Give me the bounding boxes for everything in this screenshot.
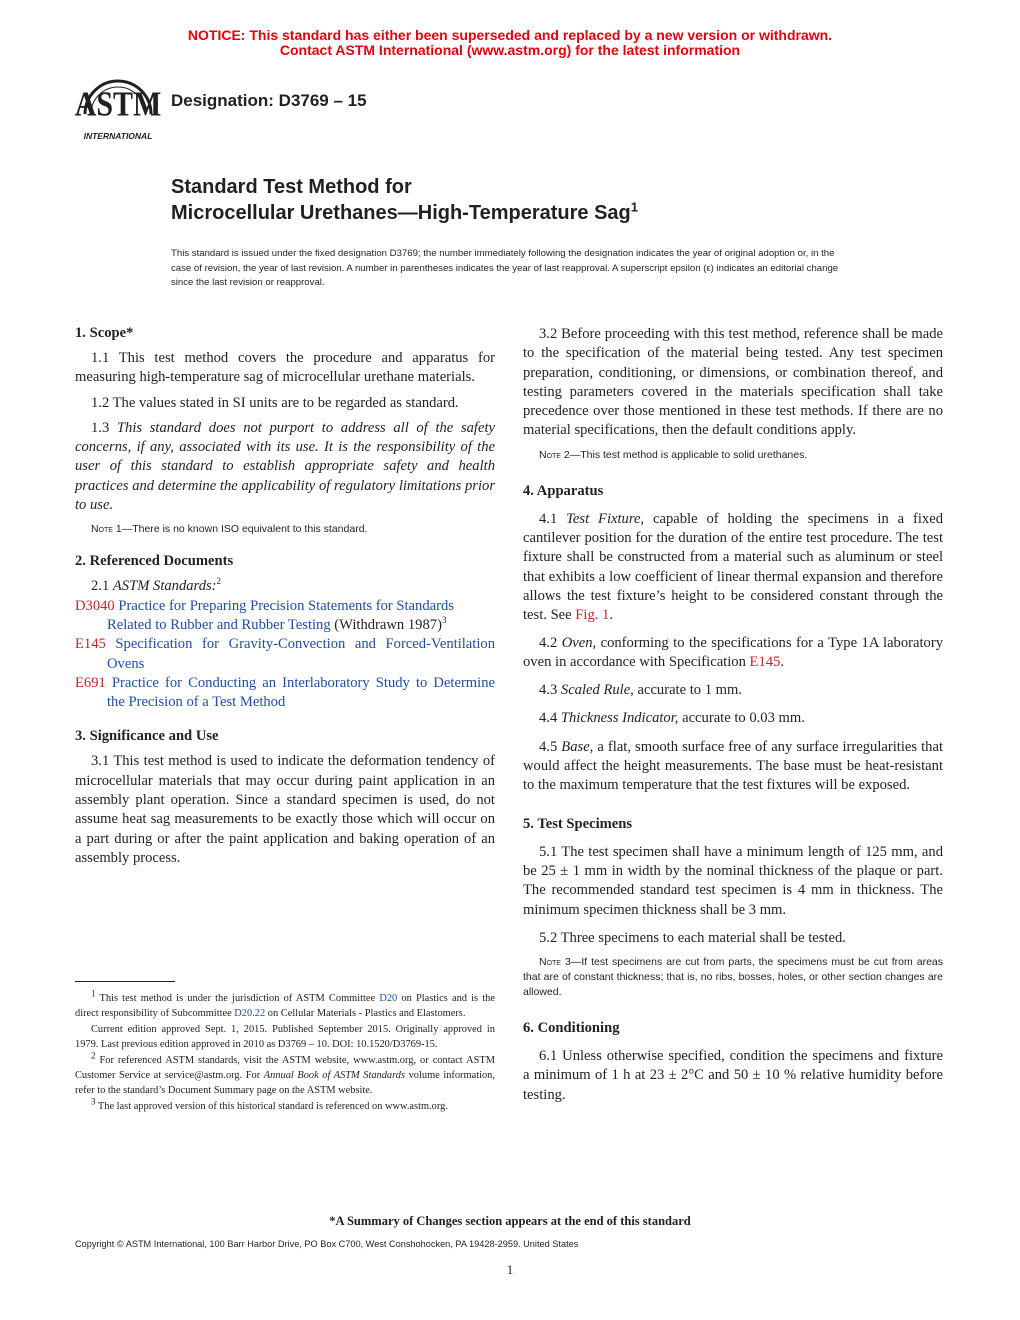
- footnote-2-marker: 2: [91, 1050, 96, 1061]
- section-4-heading: 4. Apparatus: [523, 482, 604, 499]
- page-number: 1: [506, 1262, 514, 1277]
- footnote-2-text-a: For referenced ASTM standards, visit the ASTM website, www.astm.org, or contact ASTM Customer Service at service@astm.org. For: [75, 1055, 495, 1081]
- footnote-rule: [75, 981, 175, 982]
- section-1-heading: 1. Scope*: [75, 325, 134, 341]
- para-2-1-text: ASTM Standards:: [112, 578, 217, 595]
- para-4-1-end: .: [609, 607, 614, 624]
- note-1-text: —There is no known ISO equivalent to this standard.: [121, 523, 368, 536]
- para-4-2-text: conforming to the specifications for a Type 1A laboratory oven in accordance with Specification: [523, 634, 943, 670]
- note-1-label: Note 1: [91, 523, 122, 536]
- note-1: [75, 522, 495, 537]
- para-4-3-text: accurate to 1 mm.: [633, 682, 743, 699]
- footnote-1-text-b: on Plastics and is the direct responsibility of Subcommittee: [75, 993, 495, 1019]
- footnote-3-text: The last approved version of this historical standard is referenced on www.astm.org.: [95, 1101, 448, 1112]
- footnote-2: [75, 1050, 495, 1098]
- left-column: [75, 325, 495, 868]
- para-1-1: 1.1 This test method covers the procedure and apparatus for measuring high-temperature sag of microcellular urethane materials.: [75, 350, 495, 386]
- para-4-5-term: Base,: [561, 738, 594, 755]
- reference-e691-title[interactable]: Practice for Conducting an Interlaboratory Study to Determine the Precision of a Test Method: [105, 674, 495, 711]
- footnote-1-text-c: on Cellular Materials - Plastics and Elastomers.: [265, 1008, 466, 1019]
- footnote-1: [75, 988, 495, 1021]
- para-1-3-text: This standard does not purport to address all of the safety concerns, if any, associated with its use. It is the responsibility of the user of this standard to establish appropriate safety and health practices and determine the applicability of regulatory limitations prior to use.: [75, 419, 495, 514]
- reference-d3040-sup: 3: [441, 615, 447, 626]
- astm-logo: [75, 72, 161, 142]
- note-2-label: Note 2: [539, 448, 570, 461]
- title-footnote-marker: 1: [630, 199, 638, 215]
- section-3-heading: 3. Significance and Use: [75, 728, 219, 745]
- section-2-heading: 2. Referenced Documents: [75, 553, 234, 570]
- title-main: Microcellular Urethanes—High-Temperature Sag: [171, 202, 631, 224]
- para-4-2-end: .: [780, 653, 784, 670]
- e145-link[interactable]: E145: [749, 653, 781, 670]
- para-1-3-num: 1.3: [91, 419, 117, 436]
- notice-line-1: NOTICE: This standard has either been superseded and replaced by a new version or withdrawn.: [187, 27, 833, 43]
- para-4-1-num: 4.1: [539, 510, 567, 527]
- para-4-4-term: Thickness Indicator,: [560, 710, 679, 727]
- footnote-1-link-d20-22[interactable]: D20.22: [234, 1008, 266, 1019]
- para-4-3: [523, 681, 943, 700]
- para-4-4-text: accurate to 0.03 mm.: [678, 710, 805, 727]
- footnote-1-marker: 1: [91, 988, 96, 999]
- reference-e145-title[interactable]: Specification for Gravity-Convection and Forced-Ventilation Ovens: [105, 636, 495, 672]
- svg-text:INTERNATIONAL: INTERNATIONAL: [83, 131, 153, 141]
- para-3-1: 3.1 This test method is used to indicate the deformation tendency of microcellular materials that may occur during paint application in an assembly plant operation. Since a standard specimen is used, do not assume heat sag measurements to be exactly those which will occur on a part during or after the paint application and baking operation of an assembly process.: [75, 753, 495, 866]
- para-1-2: 1.2 The values stated in SI units are to be regarded as standard.: [91, 394, 459, 411]
- reference-d3040-title[interactable]: Practice for Preparing Precision Statements for Standards Related to Rubber and Rubber Testing: [107, 597, 454, 633]
- para-2-1: [75, 577, 495, 596]
- section-6-heading: 6. Conditioning: [523, 1020, 620, 1037]
- title-line-1: Standard Test Method for: [171, 176, 412, 198]
- para-4-4-num: 4.4: [539, 710, 561, 727]
- para-5-1: 5.1 The test specimen shall have a minimum length of 125 mm, and be 25 ± 1 mm in width by the nominal thickness of the plaque or part. The recommended standard test specimen is 4 mm in thickness. The minimum specimen thickness shall be 3 mm.: [523, 843, 943, 918]
- footnotes: [75, 988, 495, 1114]
- footnote-2-text-b: volume information, refer to the standard’s Document Summary page on the ASTM website.: [75, 1070, 495, 1096]
- section-5-heading: 5. Test Specimens: [523, 815, 633, 832]
- title-line-2: [171, 200, 638, 226]
- para-4-5-num: 4.5: [539, 738, 562, 755]
- para-4-2-term: Oven,: [561, 634, 597, 651]
- intro-statement: This standard is issued under the fixed designation D3769; the number immediately following the designation indicates the year of original adoption or, in the case of revision, the year of last revision. A number in parentheses indicates the year of last reapproval. A superscript epsilon (ε) indicates an editorial change since the last revision or reapproval.: [171, 248, 839, 288]
- reference-d3040-code[interactable]: D3040: [75, 597, 115, 614]
- note-2: [523, 448, 943, 463]
- footnote-3-marker: 3: [91, 1096, 96, 1107]
- fig-1-link[interactable]: Fig. 1: [575, 607, 610, 624]
- footnote-1-edition: Current edition approved Sept. 1, 2015. Published September 2015. Originally approved in 1979. Last previous edition approved in 2010 as D3769 – 10. DOI: 10.1520/D3769-15.: [75, 1024, 495, 1050]
- copyright-line: Copyright © ASTM International, 100 Barr Harbor Drive, PO Box C700, West Conshohocken, PA 19428-2959. United States: [75, 1239, 579, 1249]
- para-3-2: 3.2 Before proceeding with this test method, reference shall be made to the specification of the material being tested. Any test specimen preparation, conditioning, or dimensions, or combination thereof, and testing parameters covered in the materials specification shall take precedence over those mentioned in these test methods. If there are no material specifications, then the default conditions apply.: [523, 326, 943, 439]
- para-4-2: [523, 634, 943, 673]
- reference-d3040-tail: (Withdrawn 1987): [330, 616, 442, 633]
- footnote-3: [75, 1096, 495, 1114]
- para-4-3-term: Scaled Rule,: [560, 682, 634, 699]
- para-1-3: [75, 419, 495, 515]
- svg-text:ASTM: ASTM: [75, 84, 161, 124]
- astm-logo-graphic: [75, 72, 161, 142]
- reference-d3040[interactable]: [75, 597, 495, 636]
- para-4-3-num: 4.3: [539, 682, 561, 699]
- footnote-1-text-a: This test method is under the jurisdiction of ASTM Committee: [95, 993, 380, 1004]
- para-4-5: [523, 738, 943, 796]
- reference-e691-code[interactable]: E691: [75, 674, 106, 691]
- footnote-2-italic: Annual Book of ASTM Standards: [263, 1070, 406, 1081]
- para-2-1-sup: 2: [216, 576, 222, 587]
- para-2-1-num: 2.1: [91, 578, 113, 595]
- summary-of-changes-note: *A Summary of Changes section appears at the end of this standard: [329, 1214, 691, 1228]
- para-4-2-num: 4.2: [539, 634, 562, 651]
- note-2-text: —This test method is applicable to solid urethanes.: [569, 448, 808, 461]
- note-3-text: —If test specimens are cut from parts, the specimens must be cut from areas that are of constant thickness; that is, no ribs, bosses, holes, or other section changes are allowed.: [523, 956, 943, 999]
- para-4-1: [523, 510, 943, 626]
- reference-e145-code[interactable]: E145: [75, 636, 106, 653]
- note-3: [523, 955, 943, 1000]
- footnote-1-link-d20[interactable]: D20: [379, 993, 398, 1004]
- para-4-5-text: a flat, smooth surface free of any surface irregularities that would affect the height measurements. The base must be heat-resistant to the maximum temperature that the test fixtures will be exposed.: [523, 738, 943, 794]
- reference-e145[interactable]: [75, 635, 495, 674]
- para-4-4: [523, 709, 943, 728]
- para-4-1-term: Test Fixture,: [566, 510, 645, 527]
- right-column: [523, 325, 943, 1105]
- para-6-1: 6.1 Unless otherwise specified, condition the specimens and fixture a minimum of 1 h at 23 ± 2°C and 50 ± 10 % relative humidity before testing.: [523, 1048, 943, 1103]
- para-4-1-text: capable of holding the specimens in a fixed cantilever position for the duration of the entire test procedure. The test fixture shall be constructed from a material such as aluminum or steel that exhibits a low coefficient of linear thermal expansion and therefore allows the test fixture’s height to be considered constant through the test. See: [523, 510, 943, 624]
- designation: Designation: D3769 – 15: [171, 91, 367, 110]
- notice-line-2: Contact ASTM International (www.astm.org) for the latest information: [279, 42, 741, 58]
- para-5-2: 5.2 Three specimens to each material shall be tested.: [539, 929, 846, 946]
- reference-e691[interactable]: [75, 674, 495, 713]
- note-3-label: Note 3: [539, 956, 571, 969]
